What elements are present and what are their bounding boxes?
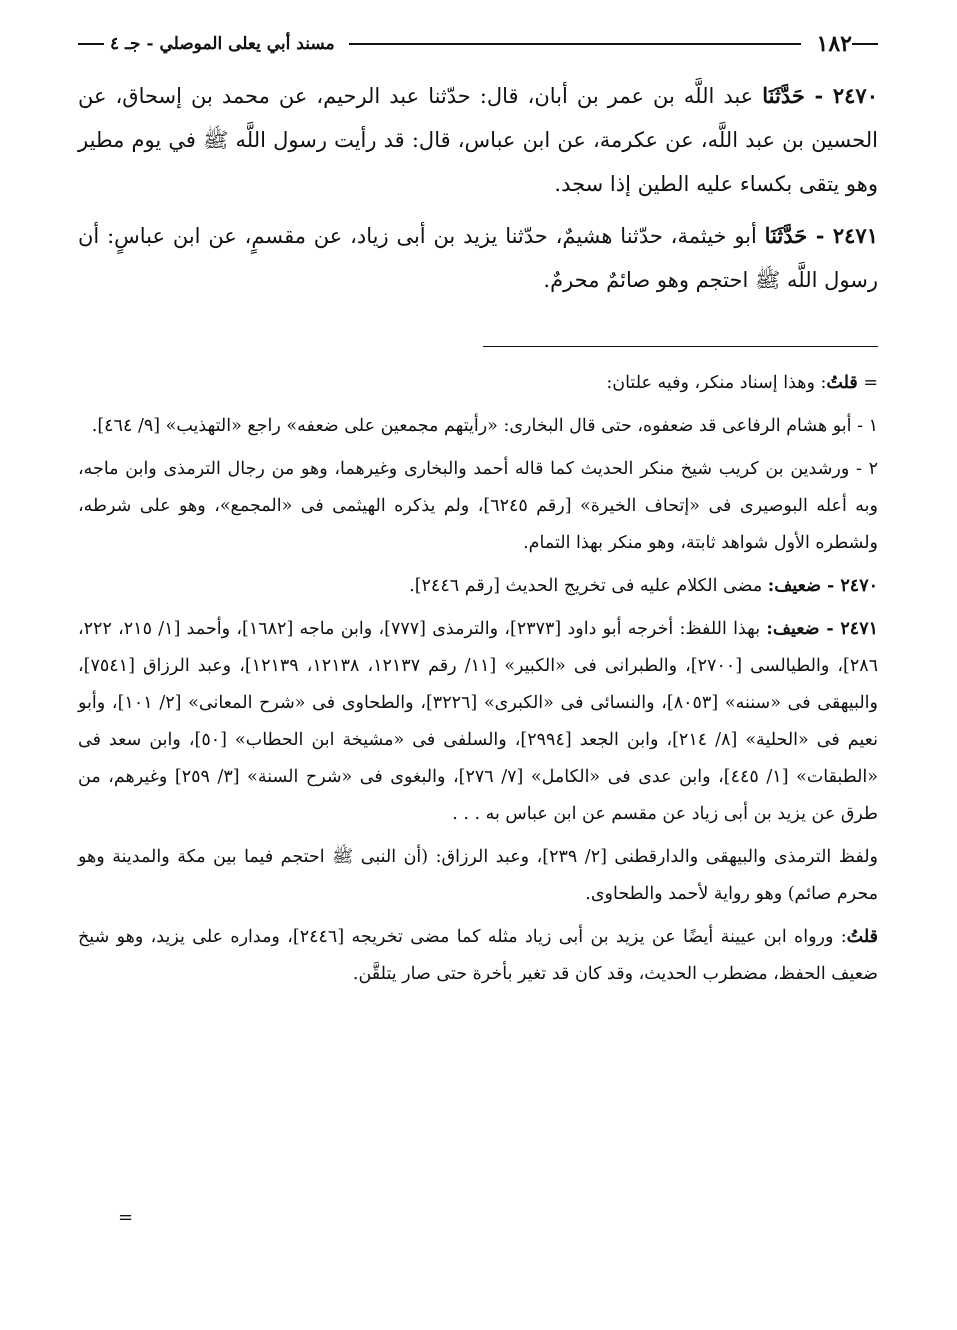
- footnote-divider-wrap: [78, 302, 878, 365]
- grade-2470: [78, 568, 878, 605]
- footnote-divider: [483, 346, 878, 347]
- grade-label: ٢٤٧١ - ضعيف:: [766, 619, 878, 639]
- grade-label: ٢٤٧٠ - ضعيف:: [767, 576, 878, 596]
- header-dash: [852, 43, 878, 45]
- note-final-text: : ورواه ابن عيينة أيضًا عن يزيد بن أبى زياد مثله كما مضى تخريجه [٢٤٤٦]، ومداره على يزيد، وهو شيخ ضعيف الحفظ، مضطرب الحديث، وقد كان قد تغير بأخرة حتى صار يتلقَّن.: [78, 927, 878, 984]
- grade-text: بهذا اللفظ: أخرجه أبو داود [٢٣٧٣]، والترمذى [٧٧٧]، وابن ماجه [١٦٨٢]، وأحمد [١/ ٢١٥، ٢٢٢، ٢٨٦]، والطيالسى [٢٧٠٠]، والطبرانى فى «الكبير» [١١/ رقم ١٢١٣٧، ١٢١٣٨، ١٢١٣٩]، وعبد الرزاق [٧٥٤١]، والبيهقى فى «سننه» [٨٠٥٣]، والنسائى فى «الكبرى» [٣٢٢٦]، والطحاوى فى «شرح المعانى» [٢/ ١٠١]، وأبو نعيم فى «الحلية» [٨/ ٢١٤]، وابن الجعد [٢٩٩٤]، والسلفى فى «مشيخة ابن الحطاب» [٥٠]، وابن سعد فى «الطبقات» [١/ ٤٤٥]، وابن عدى فى «الكامل» [٧/ ٢٧٦]، والبغوى فى «شرح السنة» [٣/ ٢٥٩] وغيرهم، من طرق عن يزيد بن أبى زياد عن مقسم عن ابن عباس به . . .: [78, 619, 879, 824]
- hadith-number: ٢٤٧٠: [832, 83, 878, 108]
- grade-2471: [78, 611, 878, 833]
- note-wording: ولفظ الترمذى والبيهقى والدارقطنى [٢/ ٢٣٩]، وعبد الرزاق: (أن النبى ﷺ احتجم فيما بين مكة والمدينة وهو محرم صائم) وهو رواية لأحمد والطحاوى.: [78, 847, 879, 904]
- note-intro-text: : وهذا إسناد منكر، وفيه علتان:: [606, 373, 827, 393]
- hadith-2470: ٢٤٧٠ - حَدَّثَنَا عبد اللَّه بن عمر بن أبان، قال: حدّثنا عبد الرحيم، عن محمد بن إسحاق، عن الحسين بن عبد اللَّه، عن عكرمة، عن ابن عباس، قال: قد رأيت رسول اللَّه ﷺ في يوم مطير وهو يتقى بكساء عليه الطين إذا سجد.: [78, 83, 878, 196]
- continuation-marker: =: [863, 373, 878, 393]
- hadith-text: أبو خيثمة، حدّثنا هشيمٌ، حدّثنا يزيد بن أبى زياد، عن مقسمٍ، عن ابن عباسٍ: أن رسول اللَّه ﷺ احتجم وهو صائمٌ محرمٌ.: [78, 224, 878, 292]
- book-title: مسند أبي يعلى الموصلي - جـ ٤: [110, 34, 335, 54]
- hadith-text: عبد اللَّه بن عمر بن أبان، قال: حدّثنا عبد الرحيم، عن محمد بن إسحاق، عن الحسين بن عبد اللَّه، عن عكرمة، عن ابن عباس، قال: قد رأيت رسول اللَّه ﷺ في يوم مطير وهو يتقى بكساء عليه الطين إذا سجد.: [78, 84, 878, 196]
- hadith-lead: حَدَّثَنَا: [764, 223, 808, 248]
- header-rule: [349, 43, 801, 45]
- page: [78, 24, 878, 999]
- hadith-2471: ٢٤٧١ - حَدَّثَنَا أبو خيثمة، حدّثنا هشيمٌ، حدّثنا يزيد بن أبى زياد، عن مقسمٍ، عن ابن عباسٍ: أن رسول اللَّه ﷺ احتجم وهو صائمٌ محرمٌ.: [78, 223, 878, 292]
- qult-label: قلتُ: [826, 373, 858, 393]
- hadith-number: ٢٤٧١: [832, 223, 878, 248]
- running-header: [78, 24, 878, 64]
- qult-label: قلتُ: [846, 927, 879, 947]
- note-point-2: ٢ - ورشدين بن كريب شيخ منكر الحديث كما قاله أحمد والبخارى وغيرهما، وهو من رجال الترمذى وابن ماجه، وبه أعله البوصيرى فى «إتحاف الخيرة» [رقم ٦٢٤٥]، ولم يذكره الهيثمى فى «المجمع»، وهو على شرطه، ولشطره الأول شواهد ثابتة، وهو منكر بهذا التمام.: [78, 459, 878, 553]
- continuation-marker-end: =: [118, 1207, 134, 1228]
- footnotes: [78, 365, 878, 993]
- note-final: [78, 919, 878, 993]
- note-intro: [78, 365, 878, 402]
- grade-text: مضى الكلام عليه فى تخريج الحديث [رقم ٢٤٤٦].: [409, 576, 763, 596]
- header-dash: [78, 43, 104, 45]
- note-point-1: ١ - أبو هشام الرفاعى قد ضعفوه، حتى قال البخارى: «رأيتهم مجمعين على ضعفه» راجع «التهذيب» [٩/ ٤٦٤].: [91, 416, 878, 436]
- page-number: ١٨٢: [816, 31, 852, 57]
- hadith-lead: حَدَّثَنَا: [762, 83, 805, 108]
